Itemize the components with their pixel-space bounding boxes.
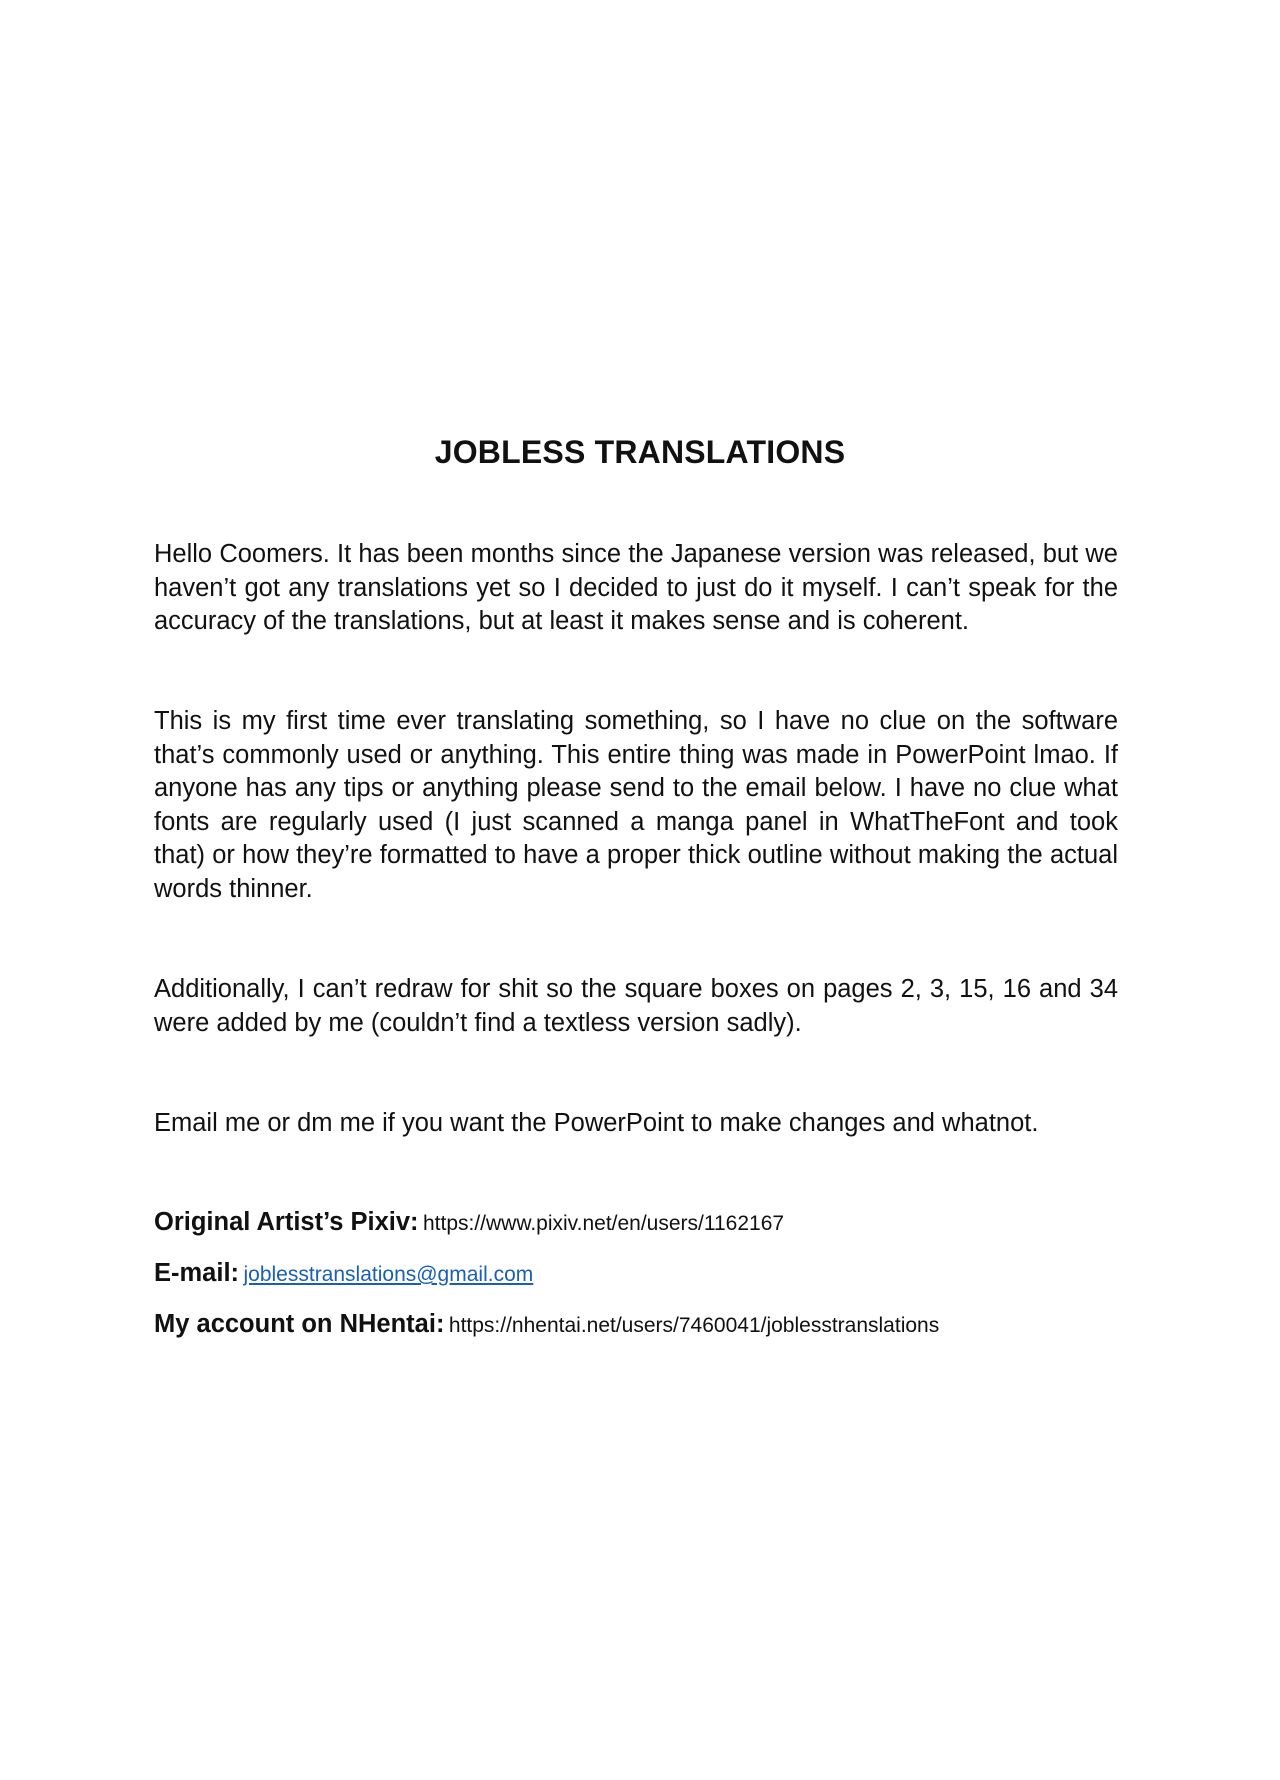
pixiv-label: Original Artist’s Pixiv:: [154, 1208, 419, 1236]
nhentai-url: https://nhentai.net/users/7460041/joblesstranslations: [448, 1314, 940, 1337]
pixiv-line: [154, 1208, 1154, 1237]
intro-paragraph: Hello Coomers. It has been months since the Japanese version was released, but we haven’t got any translations yet so I decided to just do it myself. I can’t speak for the accuracy of the translations, but at least it makes sense and is coherent.: [154, 540, 1118, 635]
nhentai-label: My account on NHentai:: [154, 1310, 445, 1338]
nhentai-line: [154, 1310, 1154, 1339]
email-label: E-mail:: [154, 1259, 240, 1287]
first-time-paragraph: This is my first time ever translating something, so I have no clue on the software that’s commonly used or anything. This entire thing was made in PowerPoint lmao. If anyone has any tips or anything please send to the email below. I have no clue what fonts are regularly used (I just scanned a manga panel in WhatTheFont and took that) or how they’re formatted to have a proper thick outline without making the actual words thinner.: [154, 707, 1118, 903]
pixiv-url: https://www.pixiv.net/en/users/1162167: [422, 1212, 785, 1235]
contact-paragraph: Email me or dm me if you want the PowerPoint to make changes and whatnot.: [154, 1109, 1039, 1137]
redraw-paragraph: Additionally, I can’t redraw for shit so the square boxes on pages 2, 3, 15, 16 and 34 were added by me (couldn’t find a textless version sadly).: [154, 975, 1118, 1037]
email-link[interactable]: joblesstranslations@gmail.com: [243, 1263, 534, 1286]
page-title: JOBLESS TRANSLATIONS: [434, 434, 846, 470]
email-line: [154, 1259, 1154, 1288]
